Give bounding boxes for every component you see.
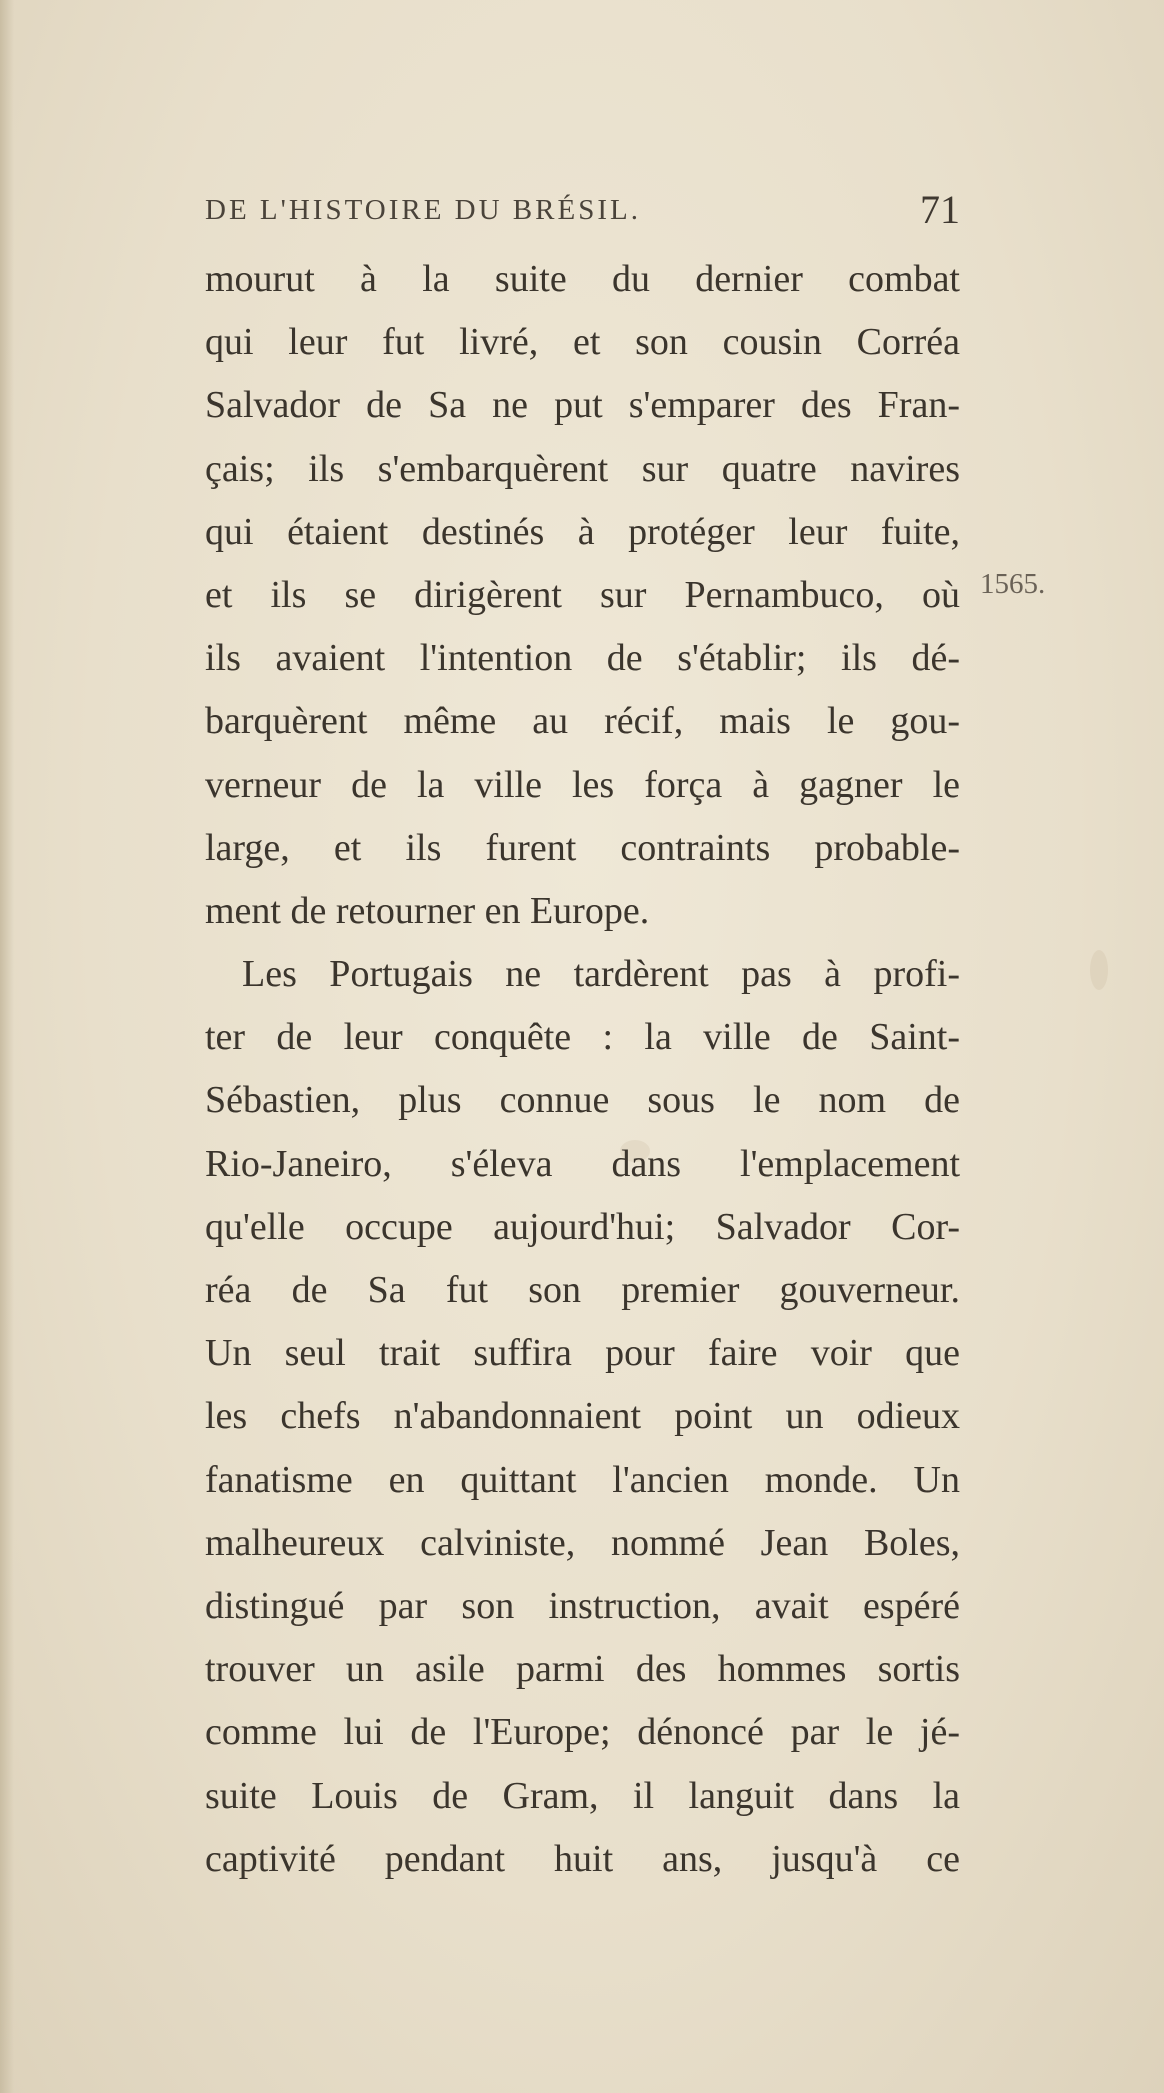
running-head: DE L'HISTOIRE DU BRÉSIL. — [205, 194, 641, 226]
text-line: fanatisme en quittant l'ancien monde. Un — [205, 1458, 960, 1501]
text-line: malheureux calviniste, nommé Jean Boles, — [205, 1521, 960, 1564]
text-line: Sébastien, plus connue sous le nom de — [205, 1079, 960, 1122]
paragraph-end-line: ment de retourner en Europe. — [205, 889, 650, 932]
text-line: les chefs n'abandonnaient point un odieux — [205, 1395, 960, 1438]
text-line: qu'elle occupe aujourd'hui; Salvador Cor- — [205, 1205, 960, 1248]
text-line: distingué par son instruction, avait espéré — [205, 1584, 960, 1627]
text-line: mourut à la suite du dernier combat — [205, 258, 960, 300]
text-line: et ils se dirigèrent sur Pernambuco, où — [205, 573, 960, 616]
text-line: barquèrent même au récif, mais le gou- — [205, 700, 960, 743]
text-line: trouver un asile parmi des hommes sortis — [205, 1648, 960, 1691]
margin-date-note: 1565. — [980, 568, 1046, 600]
page-gutter-shadow — [0, 0, 14, 2093]
text-line: Salvador de Sa ne put s'emparer des Fran- — [205, 384, 960, 427]
text-line: captivité pendant huit ans, jusqu'à ce — [205, 1837, 960, 1880]
page-header — [205, 188, 960, 238]
text-line: ter de leur conquête : la ville de Saint- — [205, 1016, 960, 1059]
page-number: 71 — [920, 187, 960, 232]
body-text — [205, 248, 975, 1891]
text-line: qui leur fut livré, et son cousin Corréa — [205, 321, 960, 364]
text-line: verneur de la ville les força à gagner le — [205, 763, 960, 806]
text-line: qui étaient destinés à protéger leur fuite, — [205, 510, 960, 553]
text-line: Rio-Janeiro, s'éleva dans l'emplacement — [205, 1142, 960, 1185]
text-line: çais; ils s'embarquèrent sur quatre navires — [205, 447, 960, 490]
text-line: réa de Sa fut son premier gouverneur. — [205, 1269, 960, 1311]
text-line: ils avaient l'intention de s'établir; ils dé- — [205, 637, 960, 680]
paper-stain — [1090, 950, 1108, 990]
text-line: comme lui de l'Europe; dénoncé par le jé- — [205, 1711, 960, 1754]
text-line: suite Louis de Gram, il languit dans la — [205, 1774, 960, 1817]
paragraph-start-line: Les Portugais ne tardèrent pas à profi- — [242, 953, 960, 996]
text-line: Un seul trait suffira pour faire voir que — [205, 1332, 960, 1375]
text-line: large, et ils furent contraints probable- — [205, 826, 960, 869]
